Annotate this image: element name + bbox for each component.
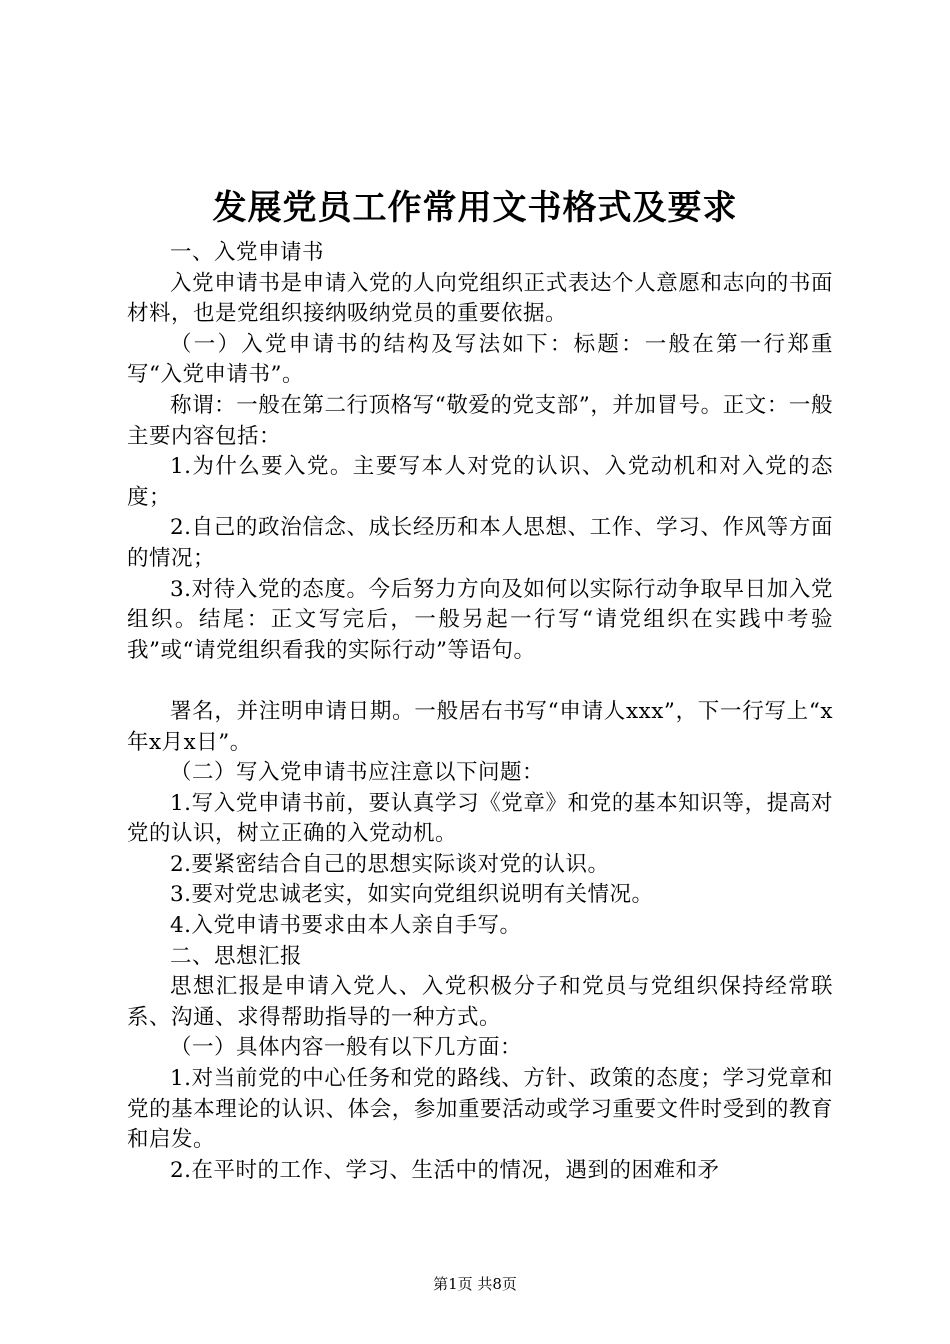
page-footer: 第1页 共8页	[433, 1275, 517, 1293]
list-item: 4.入党申请书要求由本人亲自手写。	[170, 913, 522, 939]
list-item: 2.自己的政治信念、成长经历和本人思想、工作、学习、作风等方面的情况；	[127, 515, 833, 571]
paragraph: 入党申请书是申请入党的人向党组织正式表达个人意愿和志向的书面材料，也是党组织接纳吸纳党员的重要依据。	[127, 270, 833, 327]
paragraph: 称谓：一般在第二行顶格写“敬爱的党支部”，并加冒号。正文：一般主要内容包括：	[127, 392, 833, 449]
heading-section-1: 一、入党申请书	[170, 240, 325, 265]
paragraph: 署名，并注明申请日期。一般居右书写“申请人xxx”，下一行写上“x年x月x日”。	[127, 698, 833, 755]
document-title: 发展党员工作常用文书格式及要求	[212, 188, 738, 228]
list-item: 1.对当前党的中心任务和党的路线、方针、政策的态度；学习党章和党的基本理论的认识、体会，参加重要活动或学习重要文件时受到的教育和启发。	[127, 1066, 833, 1153]
list-item: 1.为什么要入党。主要写本人对党的认识、入党动机和对入党的态度；	[127, 454, 833, 510]
list-item: 1.写入党申请书前，要认真学习《党章》和党的基本知识等，提高对党的认识，树立正确的入党动机。	[127, 790, 833, 847]
list-item: 2.在平时的工作、学习、生活中的情况，遇到的困难和矛	[170, 1157, 720, 1183]
heading-section-2: 二、思想汇报	[170, 943, 303, 969]
paragraph: 思想汇报是申请入党人、入党积极分子和党员与党组织保持经常联系、沟通、求得帮助指导的一种方式。	[127, 974, 833, 1030]
paragraph: （一）入党申请书的结构及写法如下：标题：一般在第一行郑重写“入党申请书”。	[127, 331, 833, 388]
document-body	[127, 238, 833, 1186]
paragraph: （一）具体内容一般有以下几方面：	[170, 1035, 523, 1061]
list-item: 3.对待入党的态度。今后努力方向及如何以实际行动争取早日加入党组织。结尾：正文写完后，一般另起一行写“请党组织在实践中考验我”或“请党组织看我的实际行动”等语句。	[127, 576, 833, 663]
paragraph: （二）写入党申请书应注意以下问题：	[170, 760, 545, 786]
blank-line	[127, 666, 833, 697]
list-item: 2.要紧密结合自己的思想实际谈对党的认识。	[170, 851, 610, 877]
list-item: 3.要对党忠诚老实，如实向党组织说明有关情况。	[170, 882, 654, 908]
